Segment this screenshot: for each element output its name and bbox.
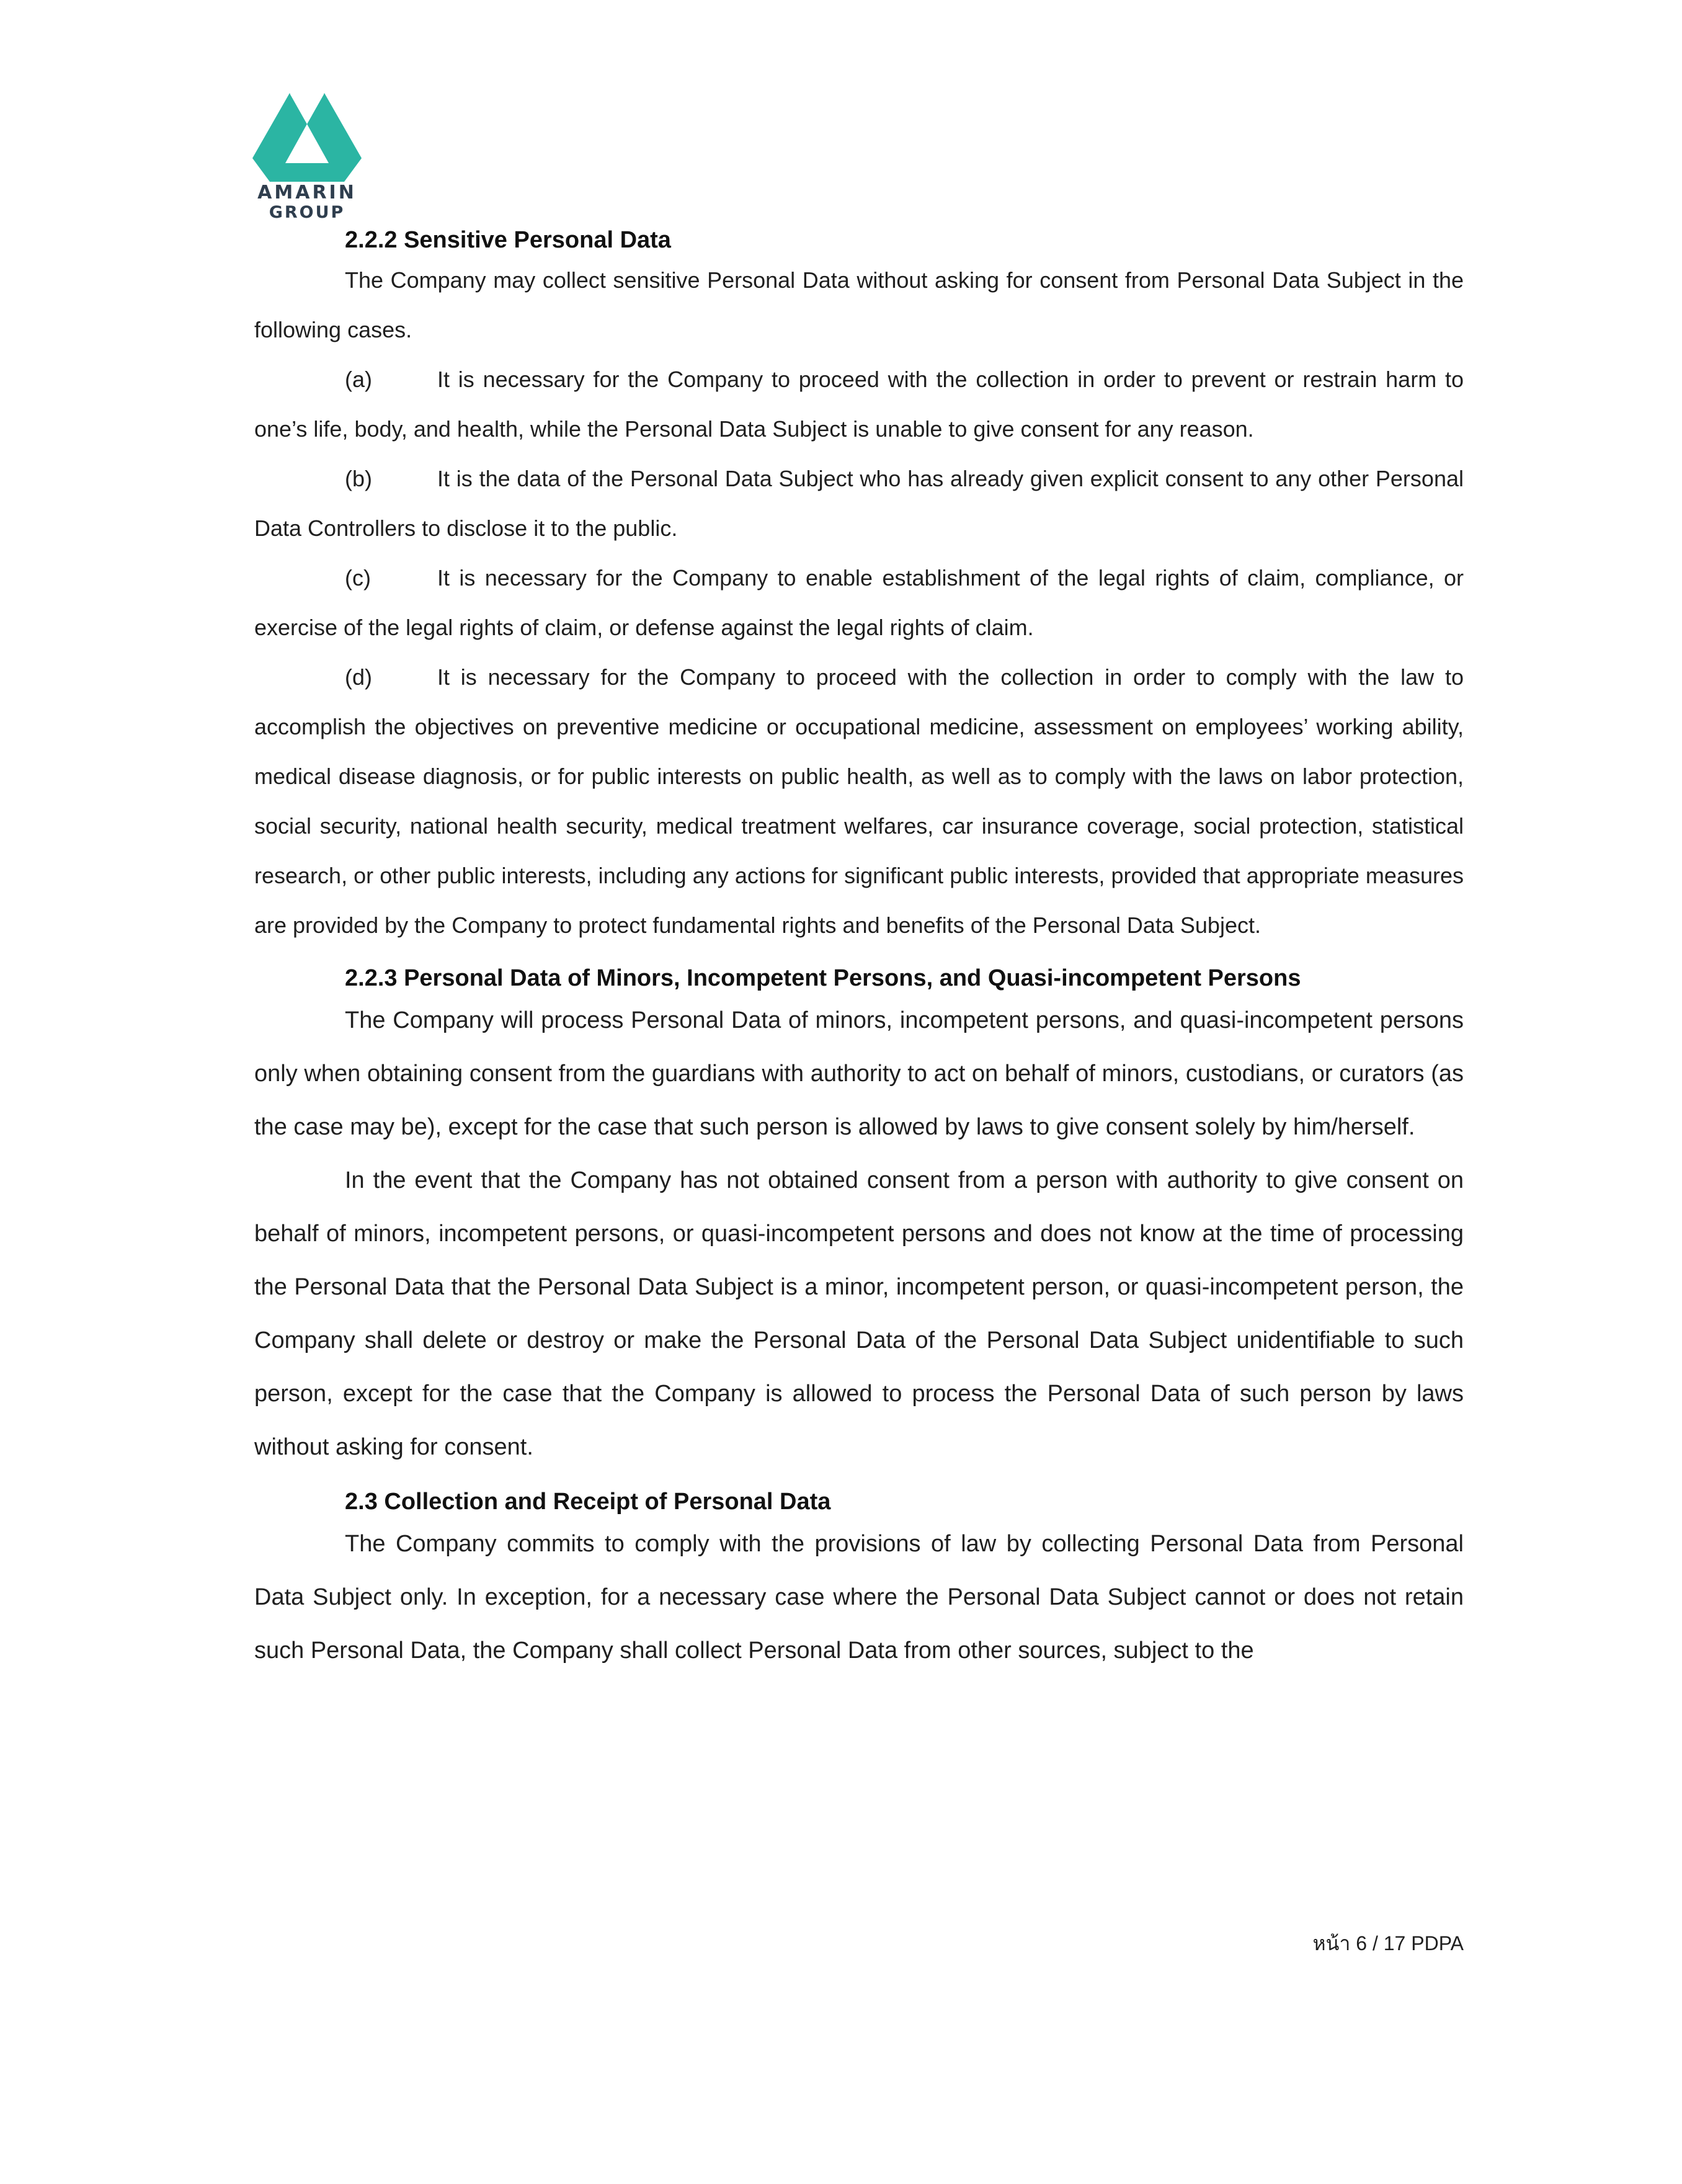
list-item-text: It is necessary for the Company to enable establishment of the legal rights of claim, compliance, or exercise of the legal rights of claim, or defense against the legal rights of claim. bbox=[254, 565, 1464, 640]
section-2-3-paragraph-1: The Company commits to comply with the provisions of law by collecting Personal Data from Personal Data Subject only. In exception, for a necessary case where the Personal Data Subject cannot or does not retain such Personal Data, the Company shall collect Personal Data from other sources, subject to the bbox=[254, 1531, 1464, 1664]
document-body bbox=[254, 225, 1464, 1677]
section-heading-2-3: 2.3 Collection and Receipt of Personal Data bbox=[345, 1489, 831, 1515]
logo-wordmark-amarin: AMARIN bbox=[257, 182, 357, 203]
section-heading-2-2-2: 2.2.2 Sensitive Personal Data bbox=[345, 227, 671, 253]
section-2-2-3-paragraph-1: The Company will process Personal Data of minors, incompetent persons, and quasi-incompetent persons only when obtaining consent from the guardians with authority to act on behalf of minors, custodians, or curators (as the case may be), except for the case that such person is allowed by laws to give consent solely by him/herself. bbox=[254, 1007, 1464, 1140]
logo-wordmark-group: GROUP bbox=[269, 203, 345, 222]
list-item bbox=[254, 653, 1464, 950]
list-item-label: (d) bbox=[345, 664, 372, 690]
list-item bbox=[254, 355, 1464, 454]
triangle-logo-icon bbox=[251, 90, 363, 183]
section-2-2-3-paragraph-2: In the event that the Company has not obtained consent from a person with authority to give consent on behalf of minors, incompetent persons, or quasi-incompetent persons and does not know at the time of processing the Personal Data that the Personal Data Subject is a minor, incompetent person, or quasi-incompetent person, the Company shall delete or destroy or make the Personal Data of the Personal Data Subject unidentifiable to such person, except for the case that the Company is allowed to process the Personal Data of such person by laws without asking for consent. bbox=[254, 1167, 1464, 1460]
list-item-label: (c) bbox=[345, 565, 371, 591]
list-item-text: It is necessary for the Company to proceed with the collection in order to prevent or restrain harm to one’s life, body, and health, while the Personal Data Subject is unable to give consent for any reason. bbox=[254, 367, 1464, 442]
section-heading-2-2-3: 2.2.3 Personal Data of Minors, Incompetent Persons, and Quasi-incompetent Persons bbox=[345, 965, 1301, 991]
company-logo bbox=[251, 90, 363, 223]
list-item-text: It is necessary for the Company to proceed with the collection in order to comply with the law to accomplish the objectives on preventive medicine or occupational medicine, assessment on employees’ working ability, medical disease diagnosis, or for public interests on public health, as well as to comply with the laws on labor protection, social security, national health security, medical treatment welfares, car insurance coverage, social protection, statistical research, or other public interests, including any actions for significant public interests, provided that appropriate measures are provided by the Company to protect fundamental rights and benefits of the Personal Data Subject. bbox=[254, 664, 1464, 938]
section-2-2-2-intro: The Company may collect sensitive Personal Data without asking for consent from Personal Data Subject in the following cases. bbox=[254, 267, 1464, 342]
list-item bbox=[254, 553, 1464, 653]
list-item-label: (a) bbox=[345, 367, 372, 392]
list-item-text: It is the data of the Personal Data Subject who has already given explicit consent to any other Personal Data Controllers to disclose it to the public. bbox=[254, 466, 1464, 541]
list-item bbox=[254, 454, 1464, 553]
page-number-footer: หน้า 6 / 17 PDPA bbox=[1312, 1932, 1464, 1954]
list-item-label: (b) bbox=[345, 466, 372, 491]
